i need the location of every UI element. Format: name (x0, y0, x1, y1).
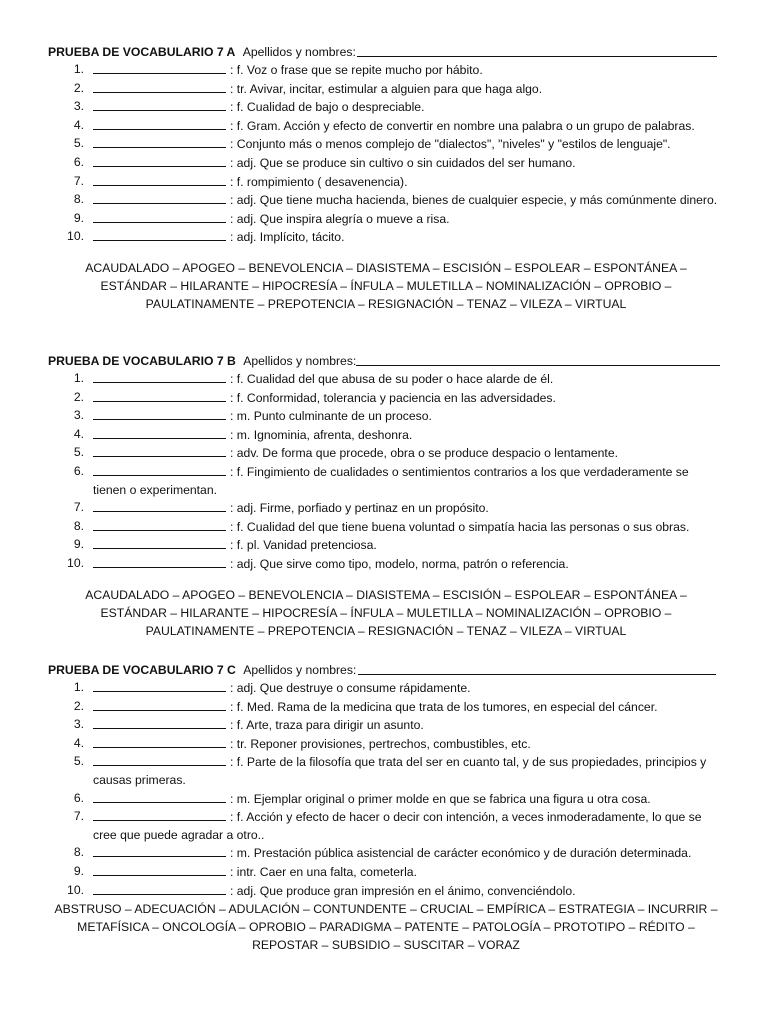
question-definition: : adj. Que sirve como tipo, modelo, norma, patrón o referencia. (230, 556, 569, 571)
question-item (48, 228, 724, 247)
question-definition: : Conjunto más o menos complejo de "dialectos", "niveles" y "estilos de lenguaje". (230, 137, 671, 152)
question-item (48, 555, 724, 574)
question-definition: : adj. Que inspira alegría o mueve a risa. (230, 211, 450, 226)
question-definition: : f. Gram. Acción y efecto de convertir en nombre una palabra o un grupo de palabras. (230, 118, 695, 133)
answer-blank[interactable] (93, 753, 226, 766)
question-definition: : tr. Reponer provisiones, pertrechos, combustibles, etc. (230, 736, 531, 751)
question-item (48, 61, 724, 80)
answer-blank[interactable] (93, 698, 226, 711)
question-item (48, 407, 724, 426)
word-bank: ACAUDALADO – APOGEO – BENEVOLENCIA – DIASISTEMA – ESCISIÓN – ESPOLEAR – ESPONTÁNEA – ESTÁNDAR – HILARANTE – HIPOCRESÍA – ÍNFULA – MULETILLA – NOMINALIZACIÓN – OPROBIO – PAULATINAMENTE – PREPOTENCIA – RESIGNACIÓN – TENAZ – VILEZA – VIRTUAL (85, 260, 687, 311)
question-definition: : f. Cualidad del que tiene buena voluntad o simpatía hacia las personas o sus obras. (230, 519, 690, 534)
question-number: 6. (73, 790, 84, 805)
answer-blank[interactable] (93, 536, 226, 549)
answer-blank[interactable] (93, 80, 226, 93)
answer-blank[interactable] (93, 863, 226, 876)
question-item (48, 98, 724, 117)
answer-blank[interactable] (93, 444, 226, 457)
question-number: 9. (73, 210, 84, 225)
question-definition: : adv. De forma que procede, obra o se produce despacio o lentamente. (230, 446, 618, 461)
name-fill-line[interactable] (358, 674, 716, 675)
question-item (48, 753, 724, 789)
test-header (48, 661, 724, 679)
question-number: 4. (73, 117, 84, 132)
answer-blank[interactable] (93, 790, 226, 803)
question-item (48, 154, 724, 173)
answer-blank[interactable] (93, 173, 226, 186)
question-number: 7. (73, 173, 84, 188)
answer-blank[interactable] (93, 370, 226, 383)
question-item (48, 536, 724, 555)
question-item (48, 882, 724, 901)
question-item (48, 389, 724, 408)
question-number: 8. (73, 845, 84, 860)
name-label: Apellidos y nombres: (243, 354, 357, 368)
question-number: 8. (73, 192, 84, 207)
question-list (48, 679, 724, 900)
question-number: 9. (73, 537, 84, 552)
test-header (48, 43, 724, 61)
question-number: 7. (73, 500, 84, 515)
question-number: 1. (73, 62, 84, 76)
answer-blank[interactable] (93, 518, 226, 531)
question-item (48, 716, 724, 735)
test-title: PRUEBA DE VOCABULARIO 7 B (48, 354, 236, 368)
answer-blank[interactable] (93, 191, 226, 204)
question-item (48, 698, 724, 717)
question-item (48, 679, 724, 698)
question-item (48, 463, 724, 499)
answer-blank[interactable] (93, 679, 226, 692)
question-number: 3. (73, 717, 84, 732)
test-header (48, 352, 724, 370)
answer-blank[interactable] (93, 426, 226, 439)
name-label: Apellidos y nombres: (243, 663, 357, 677)
question-number: 6. (73, 463, 84, 478)
question-number: 2. (73, 389, 84, 404)
question-definition: : f. Cualidad del que abusa de su poder o hace alarde de él. (230, 372, 554, 386)
answer-blank[interactable] (93, 210, 226, 223)
name-label: Apellidos y nombres: (242, 45, 356, 59)
vocabulary-test-c (48, 661, 724, 954)
question-item (48, 210, 724, 229)
question-number: 3. (73, 99, 84, 114)
answer-blank[interactable] (93, 154, 226, 167)
question-item (48, 173, 724, 192)
answer-blank[interactable] (93, 555, 226, 568)
question-number: 10. (67, 555, 84, 570)
name-fill-line[interactable] (357, 56, 717, 57)
vocabulary-test-b (48, 352, 724, 640)
question-number: 3. (73, 408, 84, 423)
answer-blank[interactable] (93, 735, 226, 748)
answer-blank[interactable] (93, 407, 226, 420)
answer-blank[interactable] (93, 808, 226, 821)
question-definition: : f. Arte, traza para dirigir un asunto. (230, 718, 424, 733)
question-definition: : f. Parte de la filosofía que trata del ser en cuanto tal, y de sus propiedades, principios y causas primeras. (93, 755, 707, 787)
question-number: 10. (67, 882, 84, 897)
question-item (48, 444, 724, 463)
name-fill-line[interactable] (356, 365, 720, 366)
question-number: 2. (73, 698, 84, 713)
question-definition: : adj. Firme, porfiado y pertinaz en un propósito. (230, 501, 489, 516)
answer-blank[interactable] (93, 61, 226, 74)
question-definition: : intr. Caer en una falta, cometerla. (230, 864, 417, 879)
question-definition: : tr. Avivar, incitar, estimular a alguien para que haga algo. (230, 81, 543, 96)
question-item (48, 790, 724, 809)
answer-blank[interactable] (93, 499, 226, 512)
question-item (48, 80, 724, 99)
question-number: 7. (73, 809, 84, 824)
question-definition: : f. Conformidad, tolerancia y paciencia en las adversidades. (230, 390, 556, 405)
answer-blank[interactable] (93, 135, 226, 148)
answer-blank[interactable] (93, 882, 226, 895)
question-definition: : adj. Que se produce sin cultivo o sin cuidados del ser humano. (230, 155, 576, 170)
question-number: 1. (73, 680, 84, 694)
word-bank: ACAUDALADO – APOGEO – BENEVOLENCIA – DIASISTEMA – ESCISIÓN – ESPOLEAR – ESPONTÁNEA – ESTÁNDAR – HILARANTE – HIPOCRESÍA – ÍNFULA – MULETILLA – NOMINALIZACIÓN – OPROBIO – PAULATINAMENTE – PREPOTENCIA – RESIGNACIÓN – TENAZ – VILEZA – VIRTUAL (85, 587, 687, 638)
question-number: 5. (73, 754, 84, 769)
question-definition: : f. Med. Rama de la medicina que trata de los tumores, en especial del cáncer. (230, 699, 658, 714)
word-bank: ABSTRUSO – ADECUACIÓN – ADULACIÓN – CONTUNDENTE – CRUCIAL – EMPÍRICA – ESTRATEGIA – INCURRIR – METAFÍSICA – ONCOLOGÍA – OPROBIO – PARADIGMA – PATENTE – PATOLOGÍA – PROTOTIPO – RÉDITO – REPOSTAR – SUBSIDIO – SUSCITAR – VORAZ (54, 902, 718, 953)
question-item (48, 499, 724, 518)
question-definition: : m. Prestación pública asistencial de carácter económico y de duración determinada. (230, 846, 692, 861)
question-definition: : f. Acción y efecto de hacer o decir con intención, a veces inmoderadamente, lo que se cree que puede agradar a otro.. (93, 810, 702, 842)
answer-blank[interactable] (93, 98, 226, 111)
question-number: 5. (73, 136, 84, 151)
question-number: 10. (67, 229, 84, 244)
question-definition: : f. pl. Vanidad pretenciosa. (230, 538, 377, 553)
question-item (48, 518, 724, 537)
question-number: 4. (73, 426, 84, 441)
test-title: PRUEBA DE VOCABULARIO 7 C (48, 663, 236, 677)
question-item (48, 735, 724, 754)
question-item (48, 117, 724, 136)
question-number: 2. (73, 80, 84, 95)
question-item (48, 863, 724, 882)
question-definition: : f. Voz o frase que se repite mucho por hábito. (230, 63, 483, 77)
question-number: 4. (73, 735, 84, 750)
question-definition: : adj. Que tiene mucha hacienda, bienes de cualquier especie, y más comúnmente dinero. (230, 193, 718, 208)
answer-blank[interactable] (93, 844, 226, 857)
answer-blank[interactable] (93, 389, 226, 402)
question-definition: : m. Ejemplar original o primer molde en que se fabrica una figura u otra cosa. (230, 791, 651, 806)
question-definition: : adj. Implícito, tácito. (230, 230, 345, 245)
question-number: 1. (73, 371, 84, 385)
question-number: 8. (73, 518, 84, 533)
answer-blank[interactable] (93, 716, 226, 729)
question-definition: : f. rompimiento ( desavenencia). (230, 174, 408, 189)
vocabulary-test-a (48, 43, 724, 313)
test-title: PRUEBA DE VOCABULARIO 7 A (48, 45, 236, 59)
question-item (48, 808, 724, 844)
question-item (48, 426, 724, 445)
question-definition: : adj. Que produce gran impresión en el ánimo, convenciéndolo. (230, 883, 576, 898)
question-definition: : m. Ignominia, afrenta, deshonra. (230, 427, 413, 442)
question-item (48, 191, 724, 210)
question-item (48, 844, 724, 863)
question-definition: : f. Cualidad de bajo o despreciable. (230, 100, 425, 115)
question-number: 9. (73, 863, 84, 878)
question-number: 6. (73, 154, 84, 169)
question-list (48, 61, 724, 247)
answer-blank[interactable] (93, 463, 226, 476)
answer-blank[interactable] (93, 117, 226, 130)
answer-blank[interactable] (93, 228, 226, 241)
question-number: 5. (73, 445, 84, 460)
question-item (48, 370, 724, 389)
question-item (48, 135, 724, 154)
question-definition: : f. Fingimiento de cualidades o sentimientos contrarios a los que verdaderamente se tienen o experimentan. (93, 464, 689, 497)
question-definition: : adj. Que destruye o consume rápidamente. (230, 681, 471, 695)
question-definition: : m. Punto culminante de un proceso. (230, 409, 432, 424)
question-list (48, 370, 724, 574)
